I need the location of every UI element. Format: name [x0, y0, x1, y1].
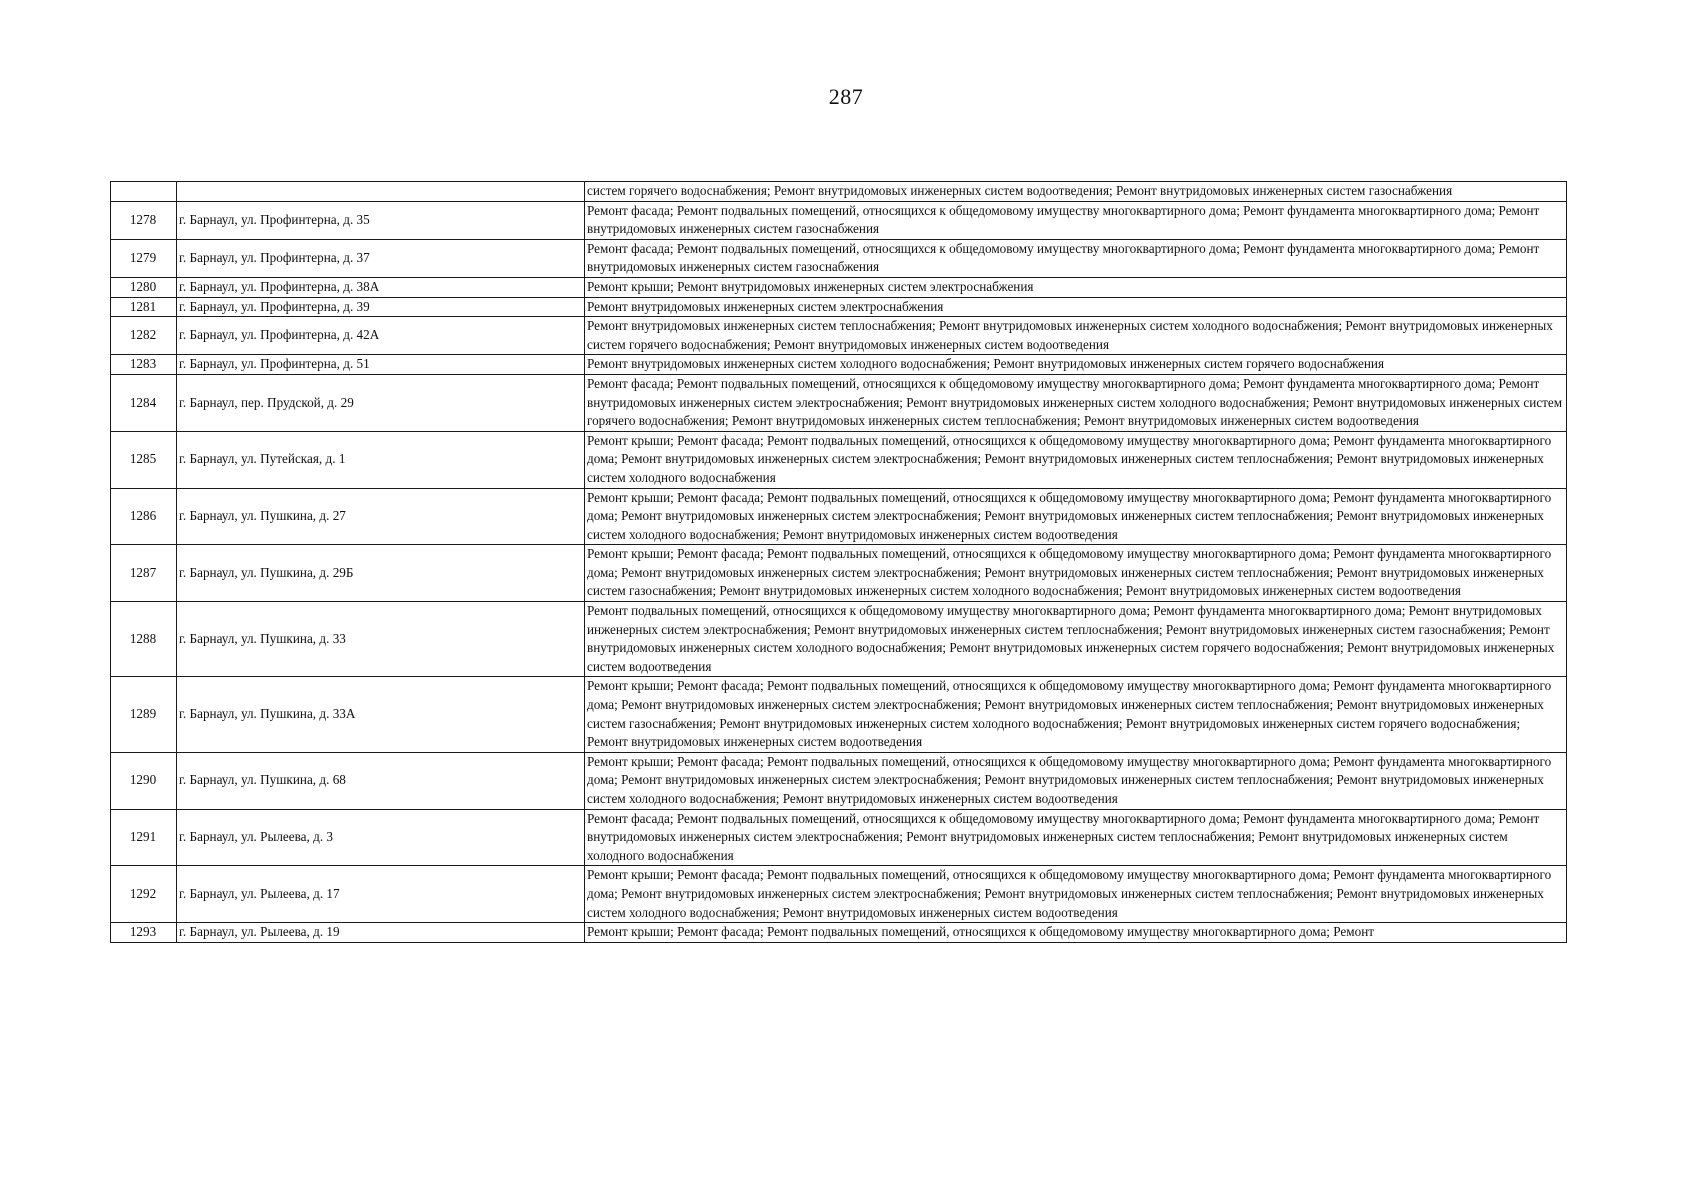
- row-number: 1288: [111, 602, 177, 677]
- row-address: г. Барнаул, ул. Профинтерна, д. 39: [177, 297, 585, 317]
- row-address: г. Барнаул, ул. Путейская, д. 1: [177, 431, 585, 488]
- row-number: 1284: [111, 374, 177, 431]
- table-row: [111, 545, 1567, 602]
- row-address: г. Барнаул, ул. Рылеева, д. 3: [177, 809, 585, 866]
- table-row: [111, 277, 1567, 297]
- row-address: г. Барнаул, ул. Пушкина, д. 33А: [177, 677, 585, 752]
- row-works: Ремонт крыши; Ремонт внутридомовых инженерных систем электроснабжения: [585, 277, 1567, 297]
- table-row: [111, 488, 1567, 545]
- row-number: 1280: [111, 277, 177, 297]
- row-address: г. Барнаул, ул. Пушкина, д. 29Б: [177, 545, 585, 602]
- row-number: [111, 182, 177, 202]
- row-works: Ремонт фасада; Ремонт подвальных помещений, относящихся к общедомовому имуществу многоквартирного дома; Ремонт фундамента многоквартирного дома; Ремонт внутридомовых инженерных систем газоснабжения: [585, 239, 1567, 277]
- row-address: г. Барнаул, ул. Пушкина, д. 27: [177, 488, 585, 545]
- row-number: 1283: [111, 355, 177, 375]
- table-row: [111, 317, 1567, 355]
- row-number: 1287: [111, 545, 177, 602]
- row-works: систем горячего водоснабжения; Ремонт внутридомовых инженерных систем водоотведения; Ремонт внутридомовых инженерных систем газоснабжения: [585, 182, 1567, 202]
- register-table: [110, 181, 1567, 943]
- table-row: [111, 923, 1567, 943]
- row-works: Ремонт крыши; Ремонт фасада; Ремонт подвальных помещений, относящихся к общедомовому имуществу многоквартирного дома; Ремонт фундамента многоквартирного дома; Ремонт внутридомовых инженерных систем электроснабжения; Ремонт внутридомовых инженерных систем теплоснабжения; Ремонт внутридомовых инженерных систем газоснабжения; Ремонт внутридомовых инженерных систем холодного водоснабжения; Ремонт внутридомовых инженерных систем водоотведения: [585, 545, 1567, 602]
- row-address: г. Барнаул, ул. Профинтерна, д. 42А: [177, 317, 585, 355]
- row-works: Ремонт крыши; Ремонт фасада; Ремонт подвальных помещений, относящихся к общедомовому имуществу многоквартирного дома; Ремонт фундамента многоквартирного дома; Ремонт внутридомовых инженерных систем электроснабжения; Ремонт внутридомовых инженерных систем теплоснабжения; Ремонт внутридомовых инженерных систем холодного водоснабжения; Ремонт внутридомовых инженерных систем водоотведения: [585, 752, 1567, 809]
- row-address: г. Барнаул, ул. Профинтерна, д. 37: [177, 239, 585, 277]
- row-works: Ремонт внутридомовых инженерных систем теплоснабжения; Ремонт внутридомовых инженерных систем холодного водоснабжения; Ремонт внутридомовых инженерных систем горячего водоснабжения; Ремонт внутридомовых инженерных систем водоотведения: [585, 317, 1567, 355]
- row-works: Ремонт внутридомовых инженерных систем электроснабжения: [585, 297, 1567, 317]
- row-address: г. Барнаул, ул. Профинтерна, д. 51: [177, 355, 585, 375]
- table-row: [111, 602, 1567, 677]
- row-works: Ремонт крыши; Ремонт фасада; Ремонт подвальных помещений, относящихся к общедомовому имуществу многоквартирного дома; Ремонт фундамента многоквартирного дома; Ремонт внутридомовых инженерных систем электроснабжения; Ремонт внутридомовых инженерных систем теплоснабжения; Ремонт внутридомовых инженерных систем холодного водоснабжения; Ремонт внутридомовых инженерных систем водоотведения: [585, 488, 1567, 545]
- row-number: 1286: [111, 488, 177, 545]
- row-works: Ремонт крыши; Ремонт фасада; Ремонт подвальных помещений, относящихся к общедомовому имуществу многоквартирного дома; Ремонт фундамента многоквартирного дома; Ремонт внутридомовых инженерных систем электроснабжения; Ремонт внутридомовых инженерных систем теплоснабжения; Ремонт внутридомовых инженерных систем холодного водоснабжения; Ремонт внутридомовых инженерных систем водоотведения: [585, 866, 1567, 923]
- row-number: 1292: [111, 866, 177, 923]
- row-number: 1281: [111, 297, 177, 317]
- row-works: Ремонт подвальных помещений, относящихся к общедомовому имуществу многоквартирного дома; Ремонт фундамента многоквартирного дома; Ремонт внутридомовых инженерных систем электроснабжения; Ремонт внутридомовых инженерных систем теплоснабжения; Ремонт внутридомовых инженерных систем газоснабжения; Ремонт внутридомовых инженерных систем холодного водоснабжения; Ремонт внутридомовых инженерных систем горячего водоснабжения; Ремонт внутридомовых инженерных систем водоотведения: [585, 602, 1567, 677]
- row-number: 1289: [111, 677, 177, 752]
- row-works: Ремонт фасада; Ремонт подвальных помещений, относящихся к общедомовому имуществу многоквартирного дома; Ремонт фундамента многоквартирного дома; Ремонт внутридомовых инженерных систем газоснабжения: [585, 201, 1567, 239]
- row-address: г. Барнаул, пер. Прудской, д. 29: [177, 374, 585, 431]
- table-row: [111, 809, 1567, 866]
- table-row: [111, 201, 1567, 239]
- row-number: 1293: [111, 923, 177, 943]
- table-row: [111, 677, 1567, 752]
- row-number: 1282: [111, 317, 177, 355]
- table-row: [111, 297, 1567, 317]
- row-number: 1290: [111, 752, 177, 809]
- row-number: 1278: [111, 201, 177, 239]
- row-works: Ремонт крыши; Ремонт фасада; Ремонт подвальных помещений, относящихся к общедомовому имуществу многоквартирного дома; Ремонт фундамента многоквартирного дома; Ремонт внутридомовых инженерных систем электроснабжения; Ремонт внутридомовых инженерных систем теплоснабжения; Ремонт внутридомовых инженерных систем холодного водоснабжения: [585, 431, 1567, 488]
- table-row: [111, 355, 1567, 375]
- row-address: г. Барнаул, ул. Пушкина, д. 68: [177, 752, 585, 809]
- row-works: Ремонт фасада; Ремонт подвальных помещений, относящихся к общедомовому имуществу многоквартирного дома; Ремонт фундамента многоквартирного дома; Ремонт внутридомовых инженерных систем электроснабжения; Ремонт внутридомовых инженерных систем холодного водоснабжения; Ремонт внутридомовых инженерных систем горячего водоснабжения; Ремонт внутридомовых инженерных систем теплоснабжения; Ремонт внутридомовых инженерных систем водоотведения: [585, 374, 1567, 431]
- table-row: [111, 374, 1567, 431]
- row-works: Ремонт крыши; Ремонт фасада; Ремонт подвальных помещений, относящихся к общедомовому имуществу многоквартирного дома; Ремонт: [585, 923, 1567, 943]
- row-address: г. Барнаул, ул. Рылеева, д. 19: [177, 923, 585, 943]
- table-row: [111, 866, 1567, 923]
- row-address: г. Барнаул, ул. Профинтерна, д. 35: [177, 201, 585, 239]
- row-number: 1285: [111, 431, 177, 488]
- table-row: [111, 431, 1567, 488]
- page-number: 287: [828, 84, 864, 109]
- row-address: [177, 182, 585, 202]
- row-address: г. Барнаул, ул. Рылеева, д. 17: [177, 866, 585, 923]
- table-row: [111, 182, 1567, 202]
- table-row: [111, 239, 1567, 277]
- row-address: г. Барнаул, ул. Пушкина, д. 33: [177, 602, 585, 677]
- row-works: Ремонт крыши; Ремонт фасада; Ремонт подвальных помещений, относящихся к общедомовому имуществу многоквартирного дома; Ремонт фундамента многоквартирного дома; Ремонт внутридомовых инженерных систем электроснабжения; Ремонт внутридомовых инженерных систем теплоснабжения; Ремонт внутридомовых инженерных систем газоснабжения; Ремонт внутридомовых инженерных систем холодного водоснабжения; Ремонт внутридомовых инженерных систем горячего водоснабжения; Ремонт внутридомовых инженерных систем водоотведения: [585, 677, 1567, 752]
- row-address: г. Барнаул, ул. Профинтерна, д. 38А: [177, 277, 585, 297]
- row-number: 1291: [111, 809, 177, 866]
- row-works: Ремонт внутридомовых инженерных систем холодного водоснабжения; Ремонт внутридомовых инженерных систем горячего водоснабжения: [585, 355, 1567, 375]
- register-table-body: [111, 182, 1567, 943]
- table-row: [111, 752, 1567, 809]
- row-number: 1279: [111, 239, 177, 277]
- register-table-wrap: [110, 181, 1566, 943]
- row-works: Ремонт фасада; Ремонт подвальных помещений, относящихся к общедомовому имуществу многоквартирного дома; Ремонт фундамента многоквартирного дома; Ремонт внутридомовых инженерных систем электроснабжения; Ремонт внутридомовых инженерных систем теплоснабжения; Ремонт внутридомовых инженерных систем холодного водоснабжения: [585, 809, 1567, 866]
